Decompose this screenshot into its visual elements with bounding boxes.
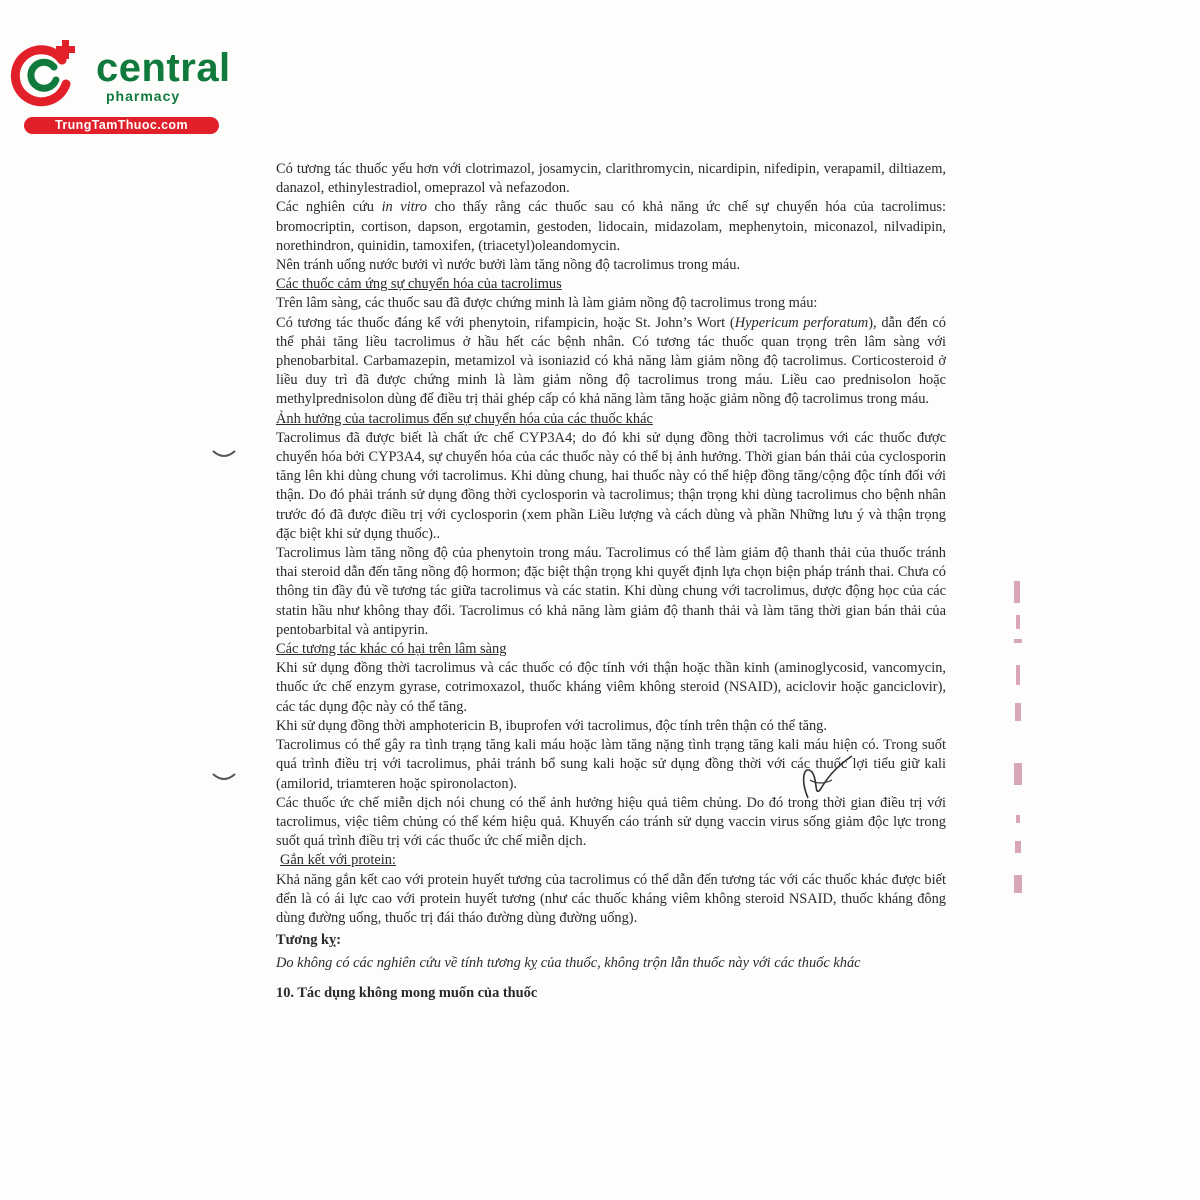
paragraph: Trên lâm sàng, các thuốc sau đã được chứng minh là làm giảm nồng độ tacrolimus trong máu: xyxy=(276,295,818,312)
text: ), dẫn đến có thể phải tăng liều tacrolimus ở hầu hết các bệnh nhân. Có tương tác thuốc quan trọng trên lâm sàng với phenobarbital. Carbamazepin, metamizol và isoniazid có khả năng làm giảm nồng độ tacrolimus. Corticosteroid ở liều duy trì đã được chứng minh là làm giảm nồng độ tacrolimus trong máu. Liều cao prednisolon hoặc methylprednisolon dùng để điều trị thải ghép cấp có khả năng làm tăng hoặc giảm nồng độ tacrolimus trong máu. xyxy=(276,314,946,408)
section-heading: Các tương tác khác có hại trên lâm sàng xyxy=(276,641,507,658)
section-heading: Gắn kết với protein: xyxy=(280,852,396,869)
central-pharmacy-logo xyxy=(10,38,231,138)
signature-mark xyxy=(790,750,860,810)
faint-stamp-mark xyxy=(1004,575,1034,905)
paragraph: Khi sử dụng đồng thời tacrolimus và các thuốc có độc tính với thận hoặc thần kinh (aminoglycosid, vancomycin, thuốc ức chế enzym gyrase, cotrimoxazol, thuốc kháng viêm không steroid (NSAID), aciclovir hoặc ganciclovir), các tác dụng độc này có thể tăng. xyxy=(276,660,946,715)
italic-text: in vitro xyxy=(381,199,427,216)
paragraph: Có tương tác thuốc yếu hơn với clotrimazol, josamycin, clarithromycin, nicardipin, nifedipin, verapamil, diltiazem, danazol, ethinylestradiol, omeprazol và nefazodon. xyxy=(276,161,946,197)
text: Các nghiên cứu xyxy=(276,199,382,216)
binder-hole-mark xyxy=(210,445,238,465)
paragraph xyxy=(276,198,946,256)
paragraph: Khi sử dụng đồng thời amphotericin B, ibuprofen với tacrolimus, độc tính trên thận có thể tăng. xyxy=(276,717,827,734)
paragraph: Tacrolimus đã được biết là chất ức chế CYP3A4; do đó khi sử dụng đồng thời tacrolimus với các thuốc được chuyển hóa bởi CYP3A4, sự chuyển hóa của các thuốc này có thể bị ảnh hưởng. Thời gian bán thải của cyclosporin tăng lên khi dùng chung với tacrolimus. Khi dùng chung, hai thuốc này có thể hiệp đồng tăng/cộng độc tính đối với thận. Do đó phải tránh sử dụng đồng thời cyclosporin và tacrolimus; thận trọng khi dùng tacrolimus cho bệnh nhân trước đó đã được điều trị với cyclosporin (xem phần Liều lượng và cách dùng và phần Những lưu ý và thận trọng đặc biệt khi sử dụng thuốc).. xyxy=(276,429,946,542)
numbered-heading: 10. Tác dụng không mong muốn của thuốc xyxy=(276,985,538,1002)
text: Có tương tác thuốc đáng kể với phenytoin, rifampicin, hoặc St. John’s Wort ( xyxy=(276,314,735,331)
brand-name: central xyxy=(96,46,231,90)
paragraph: Các thuốc ức chế miễn dịch nói chung có thể ảnh hưởng hiệu quả tiêm chủng. Do đó trong thời gian điều trị với tacrolimus, việc tiêm chủng có thể kém hiệu quả. Khuyến cáo tránh sử dụng vaccin virus sống giảm độc lực trong suốt quá trình điều trị với các thuốc ức chế miễn dịch. xyxy=(276,794,946,850)
pharmacy-cross-icon xyxy=(10,38,82,110)
paragraph xyxy=(276,314,946,410)
text: cho thấy rằng các thuốc sau có khả năng ức chế sự chuyển hóa của tacrolimus: bromocriptin, cortison, dapson, ergotamin, gestoden, lidocain, midazolam, mephenytoin, miconazol, nilvadipin, norethindron, quinidin, tamoxifen, (triacetyl)oleandomycin. xyxy=(276,199,947,254)
binder-hole-mark xyxy=(210,768,238,788)
brand-url: TrungTamThuoc.com xyxy=(24,117,219,134)
section-heading: Ảnh hưởng của tacrolimus đến sự chuyển hóa của các thuốc khác xyxy=(276,410,653,427)
paragraph: Tacrolimus làm tăng nồng độ của phenytoin trong máu. Tacrolimus có thể làm giảm độ thanh thải của thuốc tránh thai steroid dẫn đến tăng nồng độ hormon; đặc biệt thận trọng khi quyết định lựa chọn biện pháp tránh thai. Chưa có thông tin đầy đủ về tương tác giữa tacrolimus và các statin. Khi dùng chung với tacrolimus, dược động học của các statin hầu như không thay đổi. Tacrolimus có khả năng làm giảm độ thanh thải và làm tăng thời gian bán thải của pentobarbital và antipyrin. xyxy=(276,545,946,638)
section-heading: Các thuốc cảm ứng sự chuyển hóa của tacrolimus xyxy=(276,276,562,293)
italic-text: Hypericum perforatum xyxy=(734,314,869,331)
document-body xyxy=(276,160,946,1004)
paragraph: Nên tránh uống nước bưởi vì nước bưởi làm tăng nồng độ tacrolimus trong máu. xyxy=(276,257,741,274)
italic-paragraph: Do không có các nghiên cứu về tính tương kỵ của thuốc, không trộn lẫn thuốc này với các thuốc khác xyxy=(276,955,861,972)
paragraph: Tacrolimus có thể gây ra tình trạng tăng kali máu hoặc làm tăng nặng tình trạng tăng kali máu hiện có. Trong suốt quá trình điều trị với tacrolimus, phải tránh bổ sung kali hoặc sử dụng đồng thời với các thuốc lợi tiểu giữ kali (amilorid, triamteren hoặc spironolacton). xyxy=(276,737,946,792)
section-heading: Tương kỵ: xyxy=(276,932,341,949)
paragraph: Khả năng gắn kết cao với protein huyết tương của tacrolimus có thể dẫn đến tương tác với các thuốc khác được biết đến là có ái lực cao với protein huyết tương (như các thuốc kháng viêm không steroid NSAID, thuốc kháng đông dùng đường uống, thuốc trị đái tháo đường dùng đường uống). xyxy=(276,871,946,926)
brand-subtitle: pharmacy xyxy=(106,88,181,104)
